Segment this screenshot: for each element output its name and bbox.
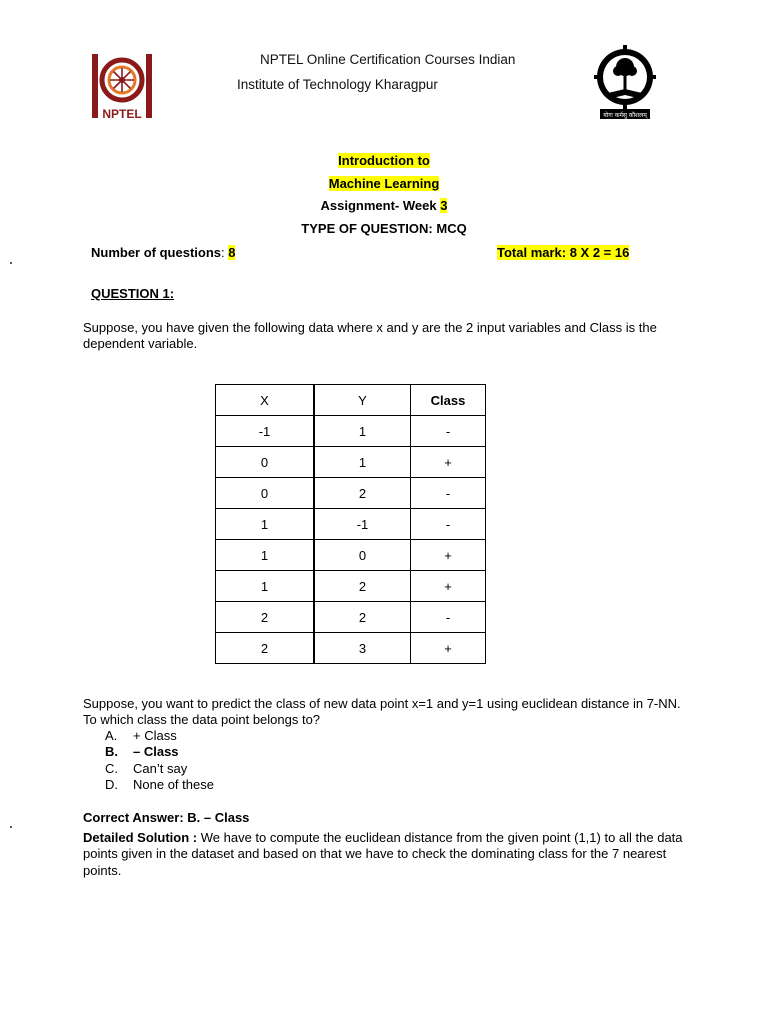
table-row [216, 478, 486, 509]
question-prompt: Suppose, you want to predict the class of new data point x=1 and y=1 using euclidean distance in 7-NN. To which class the data point belongs to? [83, 696, 681, 728]
table-cell: - [411, 602, 486, 633]
table-row [216, 447, 486, 478]
nptel-logo-text: NPTEL [102, 107, 142, 121]
header-line-1: NPTEL Online Certification Courses Indian [260, 52, 516, 67]
table-row [216, 416, 486, 447]
table-row [216, 602, 486, 633]
option-d: D. None of these [105, 776, 214, 792]
table-cell: + [411, 633, 486, 664]
table-cell: 1 [216, 571, 315, 602]
table-cell: 2 [216, 602, 315, 633]
question-heading: QUESTION 1: [91, 286, 175, 301]
iit-kharagpur-logo [594, 45, 656, 121]
table-cell: 1 [216, 540, 315, 571]
question-type: TYPE OF QUESTION: MCQ [301, 221, 467, 236]
table-cell: 1 [314, 416, 411, 447]
iit-logo-motto: योगः कर्मसु कौशलम् [603, 112, 647, 119]
answer-options [83, 728, 214, 793]
table-cell: 2 [216, 633, 315, 664]
table-header-x: X [216, 385, 315, 416]
table-header-class: Class [411, 385, 486, 416]
table-cell: 1 [314, 447, 411, 478]
table-cell: + [411, 447, 486, 478]
data-table [215, 384, 486, 664]
table-row [216, 509, 486, 540]
table-cell: - [411, 416, 486, 447]
option-b: B. – Class [105, 744, 179, 760]
table-header-y: Y [314, 385, 411, 416]
table-header-row [216, 385, 486, 416]
title-line-2: Machine Learning [328, 176, 440, 191]
nptel-logo [86, 50, 158, 122]
option-a: A. + Class [105, 728, 177, 743]
detailed-solution: Detailed Solution : We have to compute the euclidean distance from the given point (1,1) to all the data points given in the dataset and based on that we have to check the dominating class for the 7 nearest points. [83, 830, 683, 878]
number-of-questions: Number of questions: 8 [91, 245, 236, 260]
table-cell: - [411, 509, 486, 540]
margin-mark [10, 826, 12, 828]
correct-answer: Correct Answer: B. – Class [83, 810, 250, 825]
table-cell: 2 [314, 571, 411, 602]
total-mark: Total mark: 8 X 2 = 16 [497, 245, 630, 260]
table-cell: - [411, 478, 486, 509]
table-cell: 3 [314, 633, 411, 664]
table-row [216, 540, 486, 571]
table-cell: -1 [216, 416, 315, 447]
header-line-2: Institute of Technology Kharagpur [237, 77, 438, 92]
title-line-1: Introduction to [338, 153, 430, 168]
table-cell: + [411, 540, 486, 571]
table-cell: 0 [216, 478, 315, 509]
table-cell: 0 [216, 447, 315, 478]
table-cell: -1 [314, 509, 411, 540]
table-cell: 0 [314, 540, 411, 571]
option-c: C. Can’t say [105, 760, 188, 776]
table-cell: 1 [216, 509, 315, 540]
margin-mark [10, 262, 12, 264]
table-row [216, 571, 486, 602]
table-cell: + [411, 571, 486, 602]
question-intro: Suppose, you have given the following data where x and y are the 2 input variables and Class is the dependent variable. [83, 320, 657, 352]
table-row [216, 633, 486, 664]
assignment-week: Assignment- Week 3 [320, 198, 448, 213]
table-cell: 2 [314, 602, 411, 633]
table-cell: 2 [314, 478, 411, 509]
